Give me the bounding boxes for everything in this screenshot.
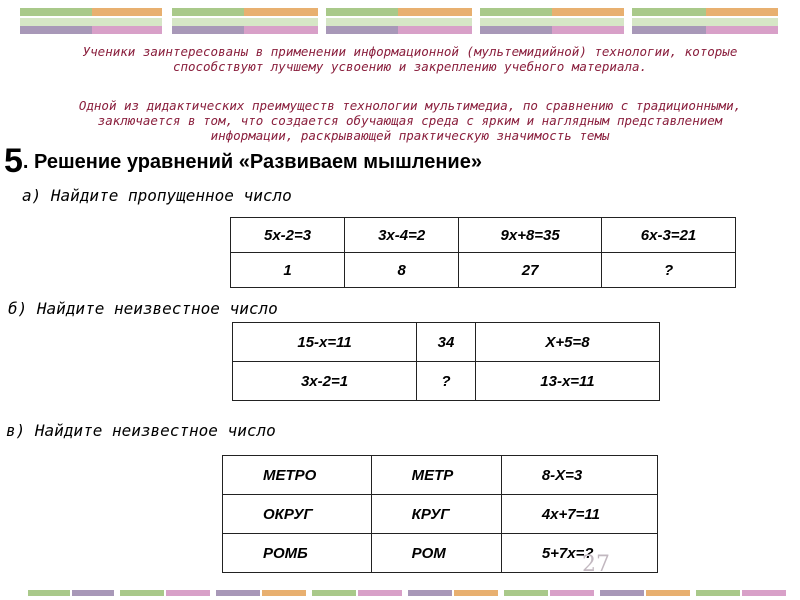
table-row xyxy=(233,362,660,401)
table-cell: 6х-3=21 xyxy=(602,218,736,253)
section-heading xyxy=(4,142,482,181)
intro-paragraph-1: Ученики заинтересованы в применении информационной (мультемидийной) технологии, которые способствуют лучшему усвоению и закреплению учебного материала. xyxy=(82,44,738,74)
table-cell: 9х+8=35 xyxy=(459,218,602,253)
table-cell: 8-Х=3 xyxy=(501,456,657,495)
section-title: . Решение уравнений «Развиваем мышление» xyxy=(22,151,482,173)
table-cell: 13-х=11 xyxy=(475,362,659,401)
intro-paragraph-2: Одной из дидактических преимуществ технологии мультимедиа, по сравнению с традиционными, заключается в том, что создается обучающая среда с ярким и наглядным представлением информации, раскрывающей практическую значимость темы xyxy=(78,98,742,143)
table-row xyxy=(233,323,660,362)
table-cell: ? xyxy=(602,253,736,288)
task-b-label: б) Найдите неизвестное число xyxy=(8,299,278,318)
table-cell: 27 xyxy=(459,253,602,288)
table-cell: КРУГ xyxy=(371,495,501,534)
table-cell: ОКРУГ xyxy=(223,495,372,534)
table-cell: 3х-4=2 xyxy=(345,218,459,253)
table-cell: МЕТР xyxy=(371,456,501,495)
table-cell: 8 xyxy=(345,253,459,288)
table-row xyxy=(223,495,658,534)
table-cell: РОМБ xyxy=(223,534,372,573)
table-cell: 4х+7=11 xyxy=(501,495,657,534)
top-decoration xyxy=(0,0,800,40)
table-cell: РОМ xyxy=(371,534,501,573)
table-cell: ? xyxy=(417,362,476,401)
table-cell: 5х-2=3 xyxy=(231,218,345,253)
table-cell: 15-х=11 xyxy=(233,323,417,362)
task-b-table xyxy=(232,322,660,401)
task-c-label: в) Найдите неизвестное число xyxy=(6,421,276,440)
page-number: 27 xyxy=(582,552,610,577)
table-cell: 1 xyxy=(231,253,345,288)
table-cell: МЕТРО xyxy=(223,456,372,495)
table-cell: 34 xyxy=(417,323,476,362)
table-cell: 5+7х=? xyxy=(501,534,657,573)
table-row xyxy=(231,218,736,253)
table-row xyxy=(223,456,658,495)
table-cell: 3х-2=1 xyxy=(233,362,417,401)
section-number: 5 xyxy=(4,142,23,180)
table-row xyxy=(231,253,736,288)
bottom-decoration xyxy=(0,590,800,600)
task-a-label: а) Найдите пропущенное число xyxy=(22,186,292,205)
table-cell: Х+5=8 xyxy=(475,323,659,362)
task-a-table xyxy=(230,217,736,288)
